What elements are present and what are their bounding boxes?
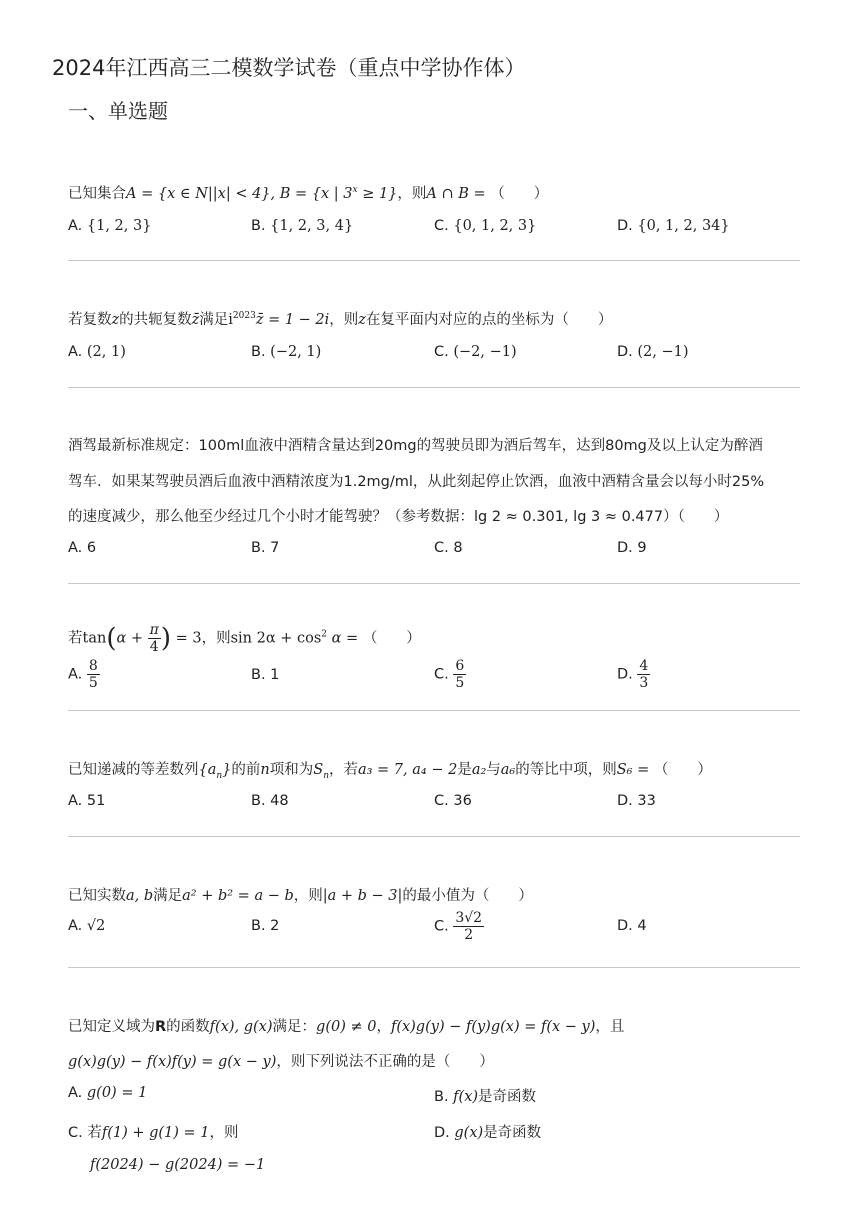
q7-option-a[interactable]: A. g(0) = 1 (68, 1085, 148, 1101)
q4-option-b[interactable]: B. 1 (251, 667, 280, 683)
q5-option-a[interactable]: A. 51 (68, 793, 106, 809)
section-heading: 一、单选题 (68, 99, 168, 123)
question-4-stem: 若tan(α + $\frac{\pi}{4}$ ) = 3，则$\sin 2\alpha + \cos^2 \alpha$ = （ ） (68, 622, 421, 655)
question-7-line-2: g(x)g(y) − f(x)f(y) = g(x − y)，则下列说法不正确的是（ ） (68, 1054, 494, 1070)
question-6-stem: 已知实数a, b满足a² + b² = a − b，则|a + b − 3|的最小值为（ ） (68, 888, 533, 904)
q2-option-a[interactable]: A. (2, 1) (68, 344, 126, 360)
divider (68, 836, 800, 837)
divider (68, 583, 800, 584)
question-3-line-2: 驾车．如果某驾驶员酒后血液中酒精浓度为1.2mg/ml，从此刻起停止饮酒，血液中酒精含量会以每小时25% (68, 474, 765, 490)
q3-option-a[interactable]: A. 6 (68, 540, 97, 556)
question-7-line-1: 已知定义域为R的函数f(x), g(x)满足：g(0) ≠ 0，f(x)g(y) − f(y)g(x) = f(x − y)，且 (68, 1019, 625, 1035)
q7-option-c-continuation: f(2024) − g(2024) = −1 (90, 1157, 266, 1173)
q2-option-c[interactable]: C. (−2, −1) (434, 344, 517, 360)
q7-option-b[interactable]: B. f(x)是奇函数 (434, 1089, 537, 1105)
q5-option-d[interactable]: D. 33 (617, 793, 656, 809)
divider (68, 260, 800, 261)
q4-option-c[interactable]: C. $\frac{6}{5}$ (434, 658, 465, 691)
q7-option-d[interactable]: D. g(x)是奇函数 (434, 1125, 542, 1141)
question-3-line-1: 酒驾最新标准规定：100ml血液中酒精含量达到20mg的驾驶员即为酒后驾车，达到80mg及以上认定为醉酒 (68, 438, 763, 454)
q4-option-a[interactable]: A. $\frac{8}{5}$ (68, 658, 98, 691)
q3-option-d[interactable]: D. 9 (617, 540, 647, 556)
q1-option-a[interactable]: A. {1, 2, 3} (68, 218, 152, 234)
q3-option-b[interactable]: B. 7 (251, 540, 280, 556)
question-3-line-3: 的速度减少，那么他至少经过几个小时才能驾驶？（参考数据：lg 2 ≈ 0.301, lg 3 ≈ 0.477）（ ） (68, 509, 729, 525)
q5-option-b[interactable]: B. 48 (251, 793, 289, 809)
question-1-stem: 已知集合A = {x ∈ N||x| < 4}, B = {x | $3^x \ge 1$}，则A ∩ B = （ ） (68, 185, 549, 202)
q4-option-d[interactable]: D. $\frac{4}{3}$ (617, 658, 649, 691)
divider (68, 710, 800, 711)
q1-option-d[interactable]: D. {0, 1, 2, 34} (617, 218, 730, 234)
divider (68, 967, 800, 968)
exam-title: 2024年江西高三二模数学试卷（重点中学协作体） (52, 56, 526, 80)
q3-option-c[interactable]: C. 8 (434, 540, 463, 556)
q6-option-d[interactable]: D. 4 (617, 918, 647, 934)
question-5-stem: 已知递减的等差数列$\{a_n\}$的前n项和为$S_n$，若a₃ = 7, a₄ − 2是a₂与a₆的等比中项，则S₆ = （ ） (68, 762, 712, 781)
q1-option-c[interactable]: C. {0, 1, 2, 3} (434, 218, 537, 234)
divider (68, 387, 800, 388)
q7-option-c[interactable]: C. 若f(1) + g(1) = 1，则 (68, 1125, 239, 1141)
q6-option-c[interactable]: C. $\frac{3√2}{2}$ (434, 910, 483, 943)
question-2-stem: 若复数z的共轭复数z̄满足$i^{2023}z̄ = 1 - 2i$，则z在复平面内对应的点的坐标为（ ） (68, 311, 613, 328)
q1-option-b[interactable]: B. {1, 2, 3, 4} (251, 218, 354, 234)
q2-option-d[interactable]: D. (2, −1) (617, 344, 689, 360)
q2-option-b[interactable]: B. (−2, 1) (251, 344, 322, 360)
q5-option-c[interactable]: C. 36 (434, 793, 472, 809)
q6-option-b[interactable]: B. 2 (251, 918, 280, 934)
q6-option-a[interactable]: A. √2 (68, 918, 106, 934)
